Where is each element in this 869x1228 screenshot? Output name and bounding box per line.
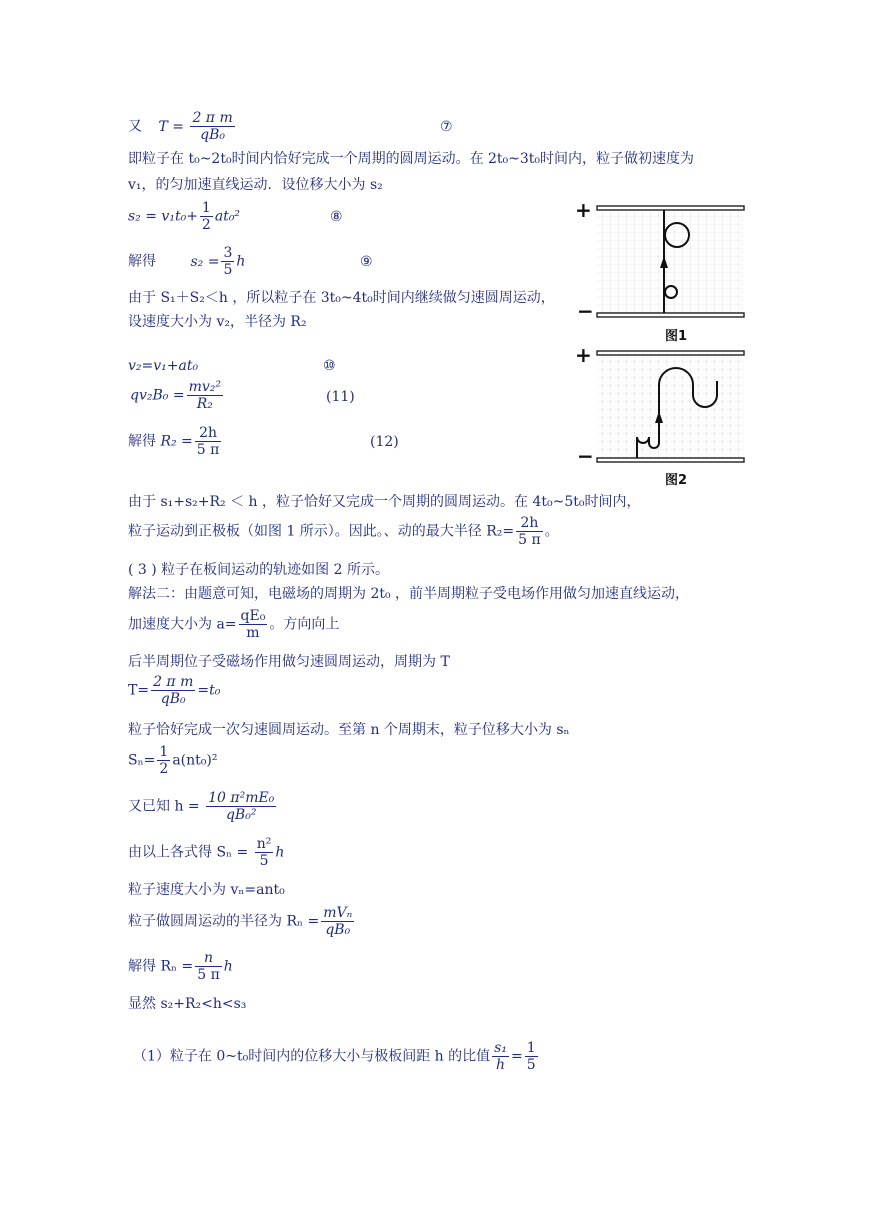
numerator: 1 <box>201 200 211 216</box>
numerator: n² <box>256 836 272 852</box>
denominator: qB₀ <box>325 922 351 938</box>
eq-rhs: h <box>275 844 285 861</box>
fraction <box>221 245 234 278</box>
text-prefix: 又已知 h = <box>128 798 200 815</box>
numerator: 2 π m <box>192 110 233 126</box>
paragraph-line: 设速度大小为 v₂，半径为 R₂ <box>128 314 307 330</box>
paragraph-line <box>128 515 559 548</box>
text-prefix: 粒子运动到正极板（如图 1 所示）。因此。、动的最大半径 R₂= <box>128 523 515 540</box>
figure-caption: 图1 <box>665 329 688 344</box>
fraction <box>516 515 543 548</box>
figure-2 <box>570 345 755 490</box>
numerator: n <box>195 950 222 967</box>
numerator: mv₂² <box>188 379 221 395</box>
eq-lhs: Sₙ= <box>128 752 156 769</box>
minus-sign: − <box>577 299 594 323</box>
denominator: 5 <box>526 1057 536 1073</box>
eq-number-11: (11) <box>326 389 355 405</box>
eq-number-10: ⑩ <box>323 358 336 374</box>
fraction <box>525 1040 538 1073</box>
eq-rhs: h <box>223 958 233 975</box>
fraction <box>195 950 222 983</box>
figure-1-diagram <box>570 200 755 348</box>
denominator: 2 <box>159 761 169 777</box>
fraction <box>239 608 268 641</box>
eq-rhs: at₀² <box>214 208 241 225</box>
text-suffix: 。 <box>544 523 559 540</box>
denominator: 5 π <box>196 442 220 458</box>
fraction <box>200 200 213 233</box>
eq-lhs: T = <box>158 118 184 135</box>
minus-sign: − <box>577 444 594 468</box>
eq-velocity-line: v₂=v₁+at₀ <box>128 358 199 374</box>
paragraph-line <box>128 608 339 641</box>
text-prefix: 解得 <box>128 433 156 450</box>
eq-lhs: qv₂B₀ = <box>130 387 185 404</box>
paragraph-line: 后半周期位子受磁场作用做匀速圆周运动，周期为 T <box>128 654 450 670</box>
eq-rhs: a(nt₀)² <box>172 752 218 769</box>
eq-rhs: =t₀ <box>197 682 221 699</box>
positive-plate <box>597 351 744 355</box>
eq-sn-line <box>128 744 217 777</box>
equals-sign: = <box>510 1048 523 1065</box>
negative-plate <box>597 458 744 462</box>
eq-displacement-line <box>128 200 240 233</box>
fraction <box>195 425 222 458</box>
fraction <box>206 790 276 823</box>
eq-force-line <box>130 379 225 412</box>
text-prefix: 加速度大小为 a= <box>128 616 237 633</box>
paragraph-line: ( 3 ) 粒子在板间运动的轨迹如图 2 所示。 <box>128 562 389 578</box>
numerator: 2h <box>516 515 543 532</box>
eq-period-line <box>128 110 237 143</box>
paragraph-line: 显然 s₂+R₂<h<s₃ <box>128 996 247 1012</box>
eq-rn-line <box>128 905 356 938</box>
eq-sn-result-line <box>128 836 284 869</box>
numerator: s₁ <box>494 1040 507 1056</box>
text-suffix: 。方向向上 <box>269 616 340 633</box>
eq-number-8: ⑧ <box>330 209 343 225</box>
eq-number-12: (12) <box>370 434 399 450</box>
denominator: qB₀² <box>225 807 257 823</box>
fraction <box>151 674 195 707</box>
numerator: 10 π²mE₀ <box>208 790 275 806</box>
denominator: m <box>246 625 260 641</box>
text-prefix: 解得 Rₙ = <box>128 958 194 975</box>
answer-line <box>133 1040 540 1073</box>
text-prefix: （1）粒子在 0~t₀时间内的位移大小与极板间距 h 的比值 <box>133 1048 491 1065</box>
fraction <box>255 836 274 869</box>
eq-number-7: ⑦ <box>440 119 453 135</box>
denominator: 5 π <box>197 967 220 983</box>
text-prefix: 又 <box>128 118 142 135</box>
eq-solution-line <box>128 245 245 278</box>
denominator: qB₀ <box>160 691 186 707</box>
fraction <box>190 110 234 143</box>
fraction <box>321 905 354 938</box>
paragraph-line: v₁，的匀加速直线运动．设位移大小为 s₂ <box>128 177 383 193</box>
paragraph-line: 解法二：由题意可知，电磁场的周期为 2t₀ ，前半周期粒子受电场作用做匀加速直线运动， <box>128 586 690 602</box>
eq-lhs: s₂ = <box>190 253 220 270</box>
denominator: 5 <box>259 853 269 869</box>
denominator: 2 <box>201 217 211 233</box>
numerator: 2h <box>195 425 222 442</box>
plus-sign: + <box>575 198 592 222</box>
paragraph-line: 由于 S₁＋S₂＜h ，所以粒子在 3t₀~4t₀时间内继续做匀速圆周运动， <box>128 290 555 306</box>
fraction <box>187 379 223 412</box>
numerator: 2 π m <box>153 674 194 690</box>
text-prefix: 粒子做圆周运动的半径为 Rₙ = <box>128 913 320 930</box>
fraction <box>492 1040 509 1073</box>
eq-period-line-2 <box>128 674 220 707</box>
eq-radius-line <box>128 425 223 458</box>
numerator: 1 <box>526 1040 536 1056</box>
eq-lhs: R₂ = <box>160 433 193 450</box>
text-prefix: 由以上各式得 Sₙ = <box>128 844 249 861</box>
paragraph-line: 由于 s₁+s₂+R₂ ＜ h ，粒子恰好又完成一个周期的圆周运动。在 4t₀~5t₀时间内， <box>128 494 641 510</box>
figure-2-diagram <box>570 345 755 490</box>
numerator: qE₀ <box>240 608 266 624</box>
fraction <box>157 744 170 777</box>
paragraph-line: 粒子速度大小为 vₙ=ant₀ <box>128 882 285 898</box>
numerator: 3 <box>223 245 233 261</box>
numerator: 1 <box>159 744 169 760</box>
negative-plate <box>597 313 744 317</box>
text-prefix: 解得 <box>128 253 156 270</box>
figure-1 <box>570 200 755 348</box>
eq-rhs: h <box>236 253 246 270</box>
numerator: mVₙ <box>323 905 353 921</box>
eq-h-line <box>128 790 278 823</box>
denominator: qB₀ <box>200 127 226 143</box>
eq-lhs: T= <box>128 682 150 699</box>
plus-sign: + <box>575 343 592 367</box>
eq-rn-solution-line <box>128 950 233 983</box>
denominator: R₂ <box>196 396 213 412</box>
paragraph-line: 即粒子在 t₀~2t₀时间内恰好完成一个周期的圆周运动。在 2t₀~3t₀时间内，粒子做初速度为 <box>128 151 695 167</box>
denominator: 5 π <box>518 532 541 548</box>
paragraph-line: 粒子恰好完成一次匀速圆周运动。至第 n 个周期末，粒子位移大小为 sₙ <box>128 722 570 738</box>
eq-lhs: s₂ = v₁t₀+ <box>128 208 198 225</box>
positive-plate <box>597 206 744 210</box>
eq-number-9: ⑨ <box>360 254 373 270</box>
denominator: h <box>496 1057 506 1073</box>
figure-caption: 图2 <box>665 473 688 488</box>
denominator: 5 <box>223 262 233 278</box>
